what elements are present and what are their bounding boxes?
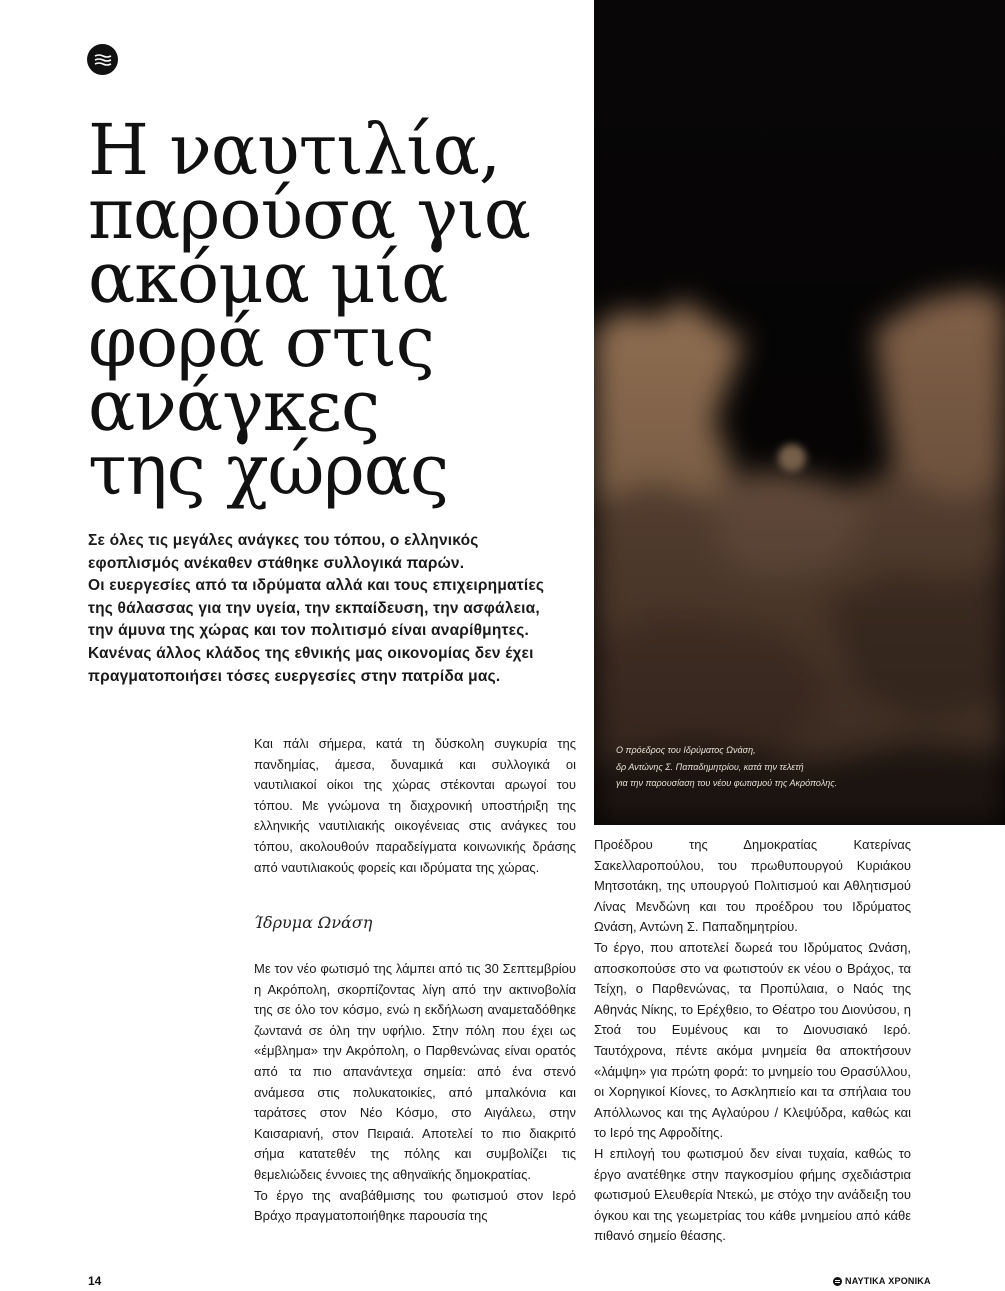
intro-column <box>254 734 576 878</box>
publication-footer <box>833 1276 931 1286</box>
body-paragraph: Η επιλογή του φωτισμού δεν είναι τυχαία, καθώς το έργο ανατέθηκε στην παγκοσμίου φήμης σχεδιάστρια φωτισμού Ελευθερία Ντεκώ, με στόχο την ανάδειξη του όγκου και της γεωμετρίας του κάθε μνημείου από κάθε πιθανό σημείο θέασης. <box>594 1145 911 1244</box>
lead-line: Οι ευεργεσίες από τα ιδρύματα αλλά και τους επιχειρηματίες <box>88 577 545 595</box>
caption-line: δρ Αντώνης Σ. Παπαδημητρίου, κατά την τελετή <box>616 761 804 772</box>
section-subheading: Ίδρυμα Ωνάση <box>254 913 373 932</box>
publication-name: ΝΑΥΤΙΚΑ ΧΡΟΝΙΚΑ <box>845 1276 931 1286</box>
article-title <box>88 109 588 511</box>
intro-paragraph: Και πάλι σήμερα, κατά τη δύσκολη συγκυρία της πανδημίας, άμεσα, δυναμικά και συλλογικά οι ναυτιλιακοί οίκοι της χώρας στέκονται αρωγοί του τόπου. Με γνώμονα τη διαχρονική υποστήριξη της ελληνικής ναυτιλιακής οικογένειας στις ανάγκες του τόπου, ακολουθούν παραδείγματα κοινωνικής δράσης από ναυτιλιακούς φορείς και ιδρύματα της χώρας. <box>254 736 576 875</box>
title-line: φορά στις <box>88 301 434 383</box>
acropolis-night-photo <box>594 0 1005 825</box>
body-paragraph: Με τον νέο φωτισμό της λάμπει από τις 30 Σεπτεμβρίου η Ακρόπολη, σκορπίζοντας λίγη από την ακτινοβολία της σε όλο τον κόσμο, ενώ η εκδήλωση αναμεταδόθηκε ζωντανά σε όλη την υφήλιο. Στην πόλη που έχει ως «έμβλημα» την Ακρόπολη, ο Παρθενώνας είναι ορατός από τα πιο απανάντεχα σημεία: από ένα στενό ανάμεσα στις πολυκατοικίες, από μπαλκόνια και ταράτσες στον Νέο Κόσμο, στο Αιγάλεω, στην Καισαριανή, στον Πειραιά. Αποτελεί το πιο διακριτό σήμα κατατεθέν της πόλης και συμβολίζει τις θεμελιώδεις έννοιες της αθηναϊκής δημοκρατίας. <box>254 961 576 1182</box>
lead-line: της θάλασσας για την υγεία, την εκπαίδευση, την ασφάλεια, <box>88 599 540 617</box>
caption-line: Ο πρόεδρος του Ιδρύματος Ωνάση, <box>616 745 756 755</box>
section-waves-icon <box>87 44 118 75</box>
title-line: ανάγκες <box>88 365 380 447</box>
body-paragraph: Προέδρου της Δημοκρατίας Κατερίνας Σακελλαροπούλου, του πρωθυπουργού Κυριάκου Μητσοτάκη, της υπουργού Πολιτισμού και Αθλητισμού Λίνας Μενδώνη και του προέδρου του Ιδρύματος Ωνάση, Αντώνη Σ. Παπαδημητρίου. <box>594 837 911 935</box>
lead-line: την άμυνα της χώρας και τον πολιτισμό είναι αναρίθμητες. <box>88 622 529 640</box>
body-column-right <box>594 835 911 1247</box>
body-column-left <box>254 959 576 1227</box>
title-line: ακόμα μία <box>88 237 448 319</box>
body-paragraph: Το έργο της αναβάθμισης του φωτισμού στον Ιερό Βράχο πραγματοποιήθηκε παρουσία της <box>254 1187 576 1224</box>
lead-line: πραγματοποιήσει τόσες ευεργεσίες στην πατρίδα μας. <box>88 667 501 685</box>
title-line: Η ναυτιλία, <box>88 109 501 191</box>
title-line: παρούσα για <box>88 173 530 255</box>
lead-line: εφοπλισμός ανέκαθεν στάθηκε συλλογικά παρών. <box>88 554 465 572</box>
photo-caption <box>616 742 996 792</box>
article-lead <box>88 530 588 688</box>
caption-line: για την παρουσίαση του νέου φωτισμού της Ακρόπολης. <box>616 778 838 789</box>
title-line: της χώρας <box>88 429 449 511</box>
page-number: 14 <box>88 1274 102 1288</box>
lead-line: Σε όλες τις μεγάλες ανάγκες του τόπου, ο ελληνικός <box>88 532 479 549</box>
footer-waves-icon <box>833 1277 842 1286</box>
lead-line: Κανένας άλλος κλάδος της εθνικής μας οικονομίας δεν έχει <box>88 644 534 662</box>
body-paragraph: Το έργο, που αποτελεί δωρεά του Ιδρύματος Ωνάση, αποσκοπούσε στο να φωτιστούν εκ νέου ο Βράχος, τα Τείχη, ο Παρθενώνας, τα Προπύλαια, ο Ναός της Αθηνάς Νίκης, το Ερέχθειο, το Θέατρο του Διονύσου, η Στοά του Ευμένους και το Διονυσιακό Ιερό. Ταυτόχρονα, πέντε ακόμα μνημεία θα αποκτήσουν «λάμψη» για πρώτη φορά: το μνημείο του Θρασύλλου, οι Χορηγικοί Κίονες, το Ασκληπιείο και τα σπήλαια του Απόλλωνος και της Αγλαύρου / Κλεψύδρα, καθώς και το Ιερό της Αφροδίτης. <box>594 939 911 1141</box>
